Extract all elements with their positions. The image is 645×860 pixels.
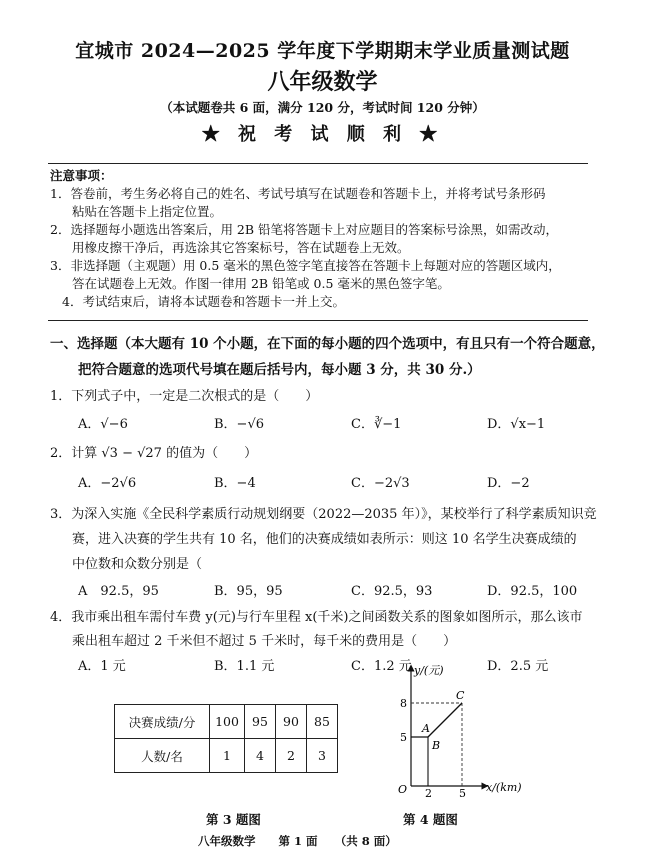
question-1-stem: 1．下列式子中，一定是二次根式的是（ ） bbox=[50, 389, 319, 404]
note-item: 答在试题卷上无效。作图一律用 2B 铅笔或 0.5 毫米的黑色签字笔。 bbox=[72, 276, 450, 291]
note-item: 3．非选择题（主观题）用 0.5 毫米的黑色签字笔直接答在答题卡上每题对应的答题区域内， bbox=[50, 258, 561, 273]
y-axis-label: y/(元) bbox=[414, 664, 444, 677]
note-item: 2．选择题每小题选出答案后，用 2B 铅笔将答题卡上对应题目的答案标号涂黑，如需改动， bbox=[50, 222, 559, 237]
q1-option-b: B．−√6 bbox=[214, 417, 265, 432]
table-row bbox=[115, 705, 338, 739]
q2-option-c: C．−2√3 bbox=[351, 476, 410, 491]
section-heading-cont: 把符合题意的选项代号填在题后括号内，每小题 3 分，共 30 分.） bbox=[78, 362, 481, 378]
q4-option-b: B．1.1 元 bbox=[214, 659, 275, 674]
figure-4-caption: 第 4 题图 bbox=[403, 812, 458, 827]
table-row-label: 人数/名 bbox=[115, 739, 210, 773]
y-tick-label: 5 bbox=[400, 731, 407, 744]
score-table bbox=[114, 704, 338, 773]
section-heading: 一、选择题（本大题有 10 个小题，在下面的每小题的四个选项中，有且只有一个符合题意， bbox=[50, 336, 605, 352]
table-row-label: 决赛成绩/分 bbox=[115, 705, 210, 739]
divider-top bbox=[48, 163, 588, 164]
point-a-label: A bbox=[422, 722, 430, 735]
segment-ac bbox=[428, 703, 462, 737]
table-cell: 85 bbox=[307, 705, 338, 739]
table-cell: 2 bbox=[276, 739, 307, 773]
q4-option-d: D．2.5 元 bbox=[487, 659, 549, 674]
point-b-label: B bbox=[432, 739, 441, 752]
good-luck-banner: ★ 祝 考 试 顺 利 ★ bbox=[201, 124, 444, 145]
y-tick-label: 8 bbox=[400, 697, 407, 710]
note-item: 用橡皮擦干净后，再选涂其它答案标号，答在试题卷上无效。 bbox=[72, 240, 410, 255]
question-3-stem-cont: 中位数和众数分别是（ bbox=[72, 557, 203, 572]
fare-graph bbox=[380, 660, 530, 800]
subject-title: 八年级数学 bbox=[267, 69, 378, 95]
point-c-label: C bbox=[456, 689, 465, 702]
q3-option-b: B．95，95 bbox=[214, 584, 283, 599]
table-cell: 100 bbox=[210, 705, 245, 739]
note-item: 1．答卷前，考生务必将自己的姓名、考试号填写在试题卷和答题卡上，并将考试号条形码 bbox=[50, 186, 546, 201]
q1-option-d: D．√x−1 bbox=[487, 417, 546, 432]
question-3-stem: 3．为深入实施《全民科学素质行动规划纲要（2022—2035 年）》，某校举行了科学素质知识竞 bbox=[50, 507, 597, 522]
note-item: 4．考试结束后，请将本试题卷和答题卡一并上交。 bbox=[62, 294, 345, 309]
question-4-stem-cont: 乘出租车超过 2 千米但不超过 5 千米时，每千米的费用是（ ） bbox=[72, 634, 457, 649]
table-cell: 4 bbox=[245, 739, 276, 773]
x-axis-label: x/(km) bbox=[486, 781, 522, 794]
q2-option-b: B．−4 bbox=[214, 476, 256, 491]
q1-option-a: A．√−6 bbox=[78, 417, 128, 432]
x-tick-label: 2 bbox=[425, 787, 432, 800]
q3-option-d: D．92.5，100 bbox=[487, 584, 578, 599]
exam-title: 宜城市 2024—2025 学年度下学期期末学业质量测试题 bbox=[75, 40, 570, 62]
table-cell: 95 bbox=[245, 705, 276, 739]
origin-label: O bbox=[398, 783, 408, 796]
table-row bbox=[115, 739, 338, 773]
divider-bottom bbox=[48, 320, 588, 321]
page-footer: 八年级数学 第 1 面 （共 8 面） bbox=[198, 834, 397, 848]
question-2-stem: 2．计算 √3 − √27 的值为（ ） bbox=[50, 446, 258, 461]
table-cell: 90 bbox=[276, 705, 307, 739]
x-tick-label: 5 bbox=[459, 787, 466, 800]
q4-option-a: A．1 元 bbox=[78, 659, 126, 674]
notes-heading: 注意事项： bbox=[50, 168, 113, 183]
table-cell: 3 bbox=[307, 739, 338, 773]
question-4-stem: 4．我市乘出租车需付车费 y(元)与行车里程 x(千米)之间函数关系的图象如图所示，那么该市 bbox=[50, 610, 583, 625]
table-cell: 1 bbox=[210, 739, 245, 773]
q3-option-c: C．92.5，93 bbox=[351, 584, 433, 599]
q2-option-d: D．−2 bbox=[487, 476, 530, 491]
figure-3-caption: 第 3 题图 bbox=[206, 812, 261, 827]
q4-option-c: C．1.2 元 bbox=[351, 659, 412, 674]
q3-option-a: A 92.5，95 bbox=[78, 584, 159, 599]
q2-option-a: A．−2√6 bbox=[78, 476, 137, 491]
note-item: 粘贴在答题卡上指定位置。 bbox=[72, 204, 223, 219]
question-3-stem-cont: 赛，进入决赛的学生共有 10 名，他们的决赛成绩如表所示：则这 10 名学生决赛成绩的 bbox=[72, 532, 577, 547]
q1-option-c: C．∛−1 bbox=[351, 417, 402, 432]
exam-meta: （本试题卷共 6 面，满分 120 分，考试时间 120 分钟） bbox=[160, 100, 485, 115]
